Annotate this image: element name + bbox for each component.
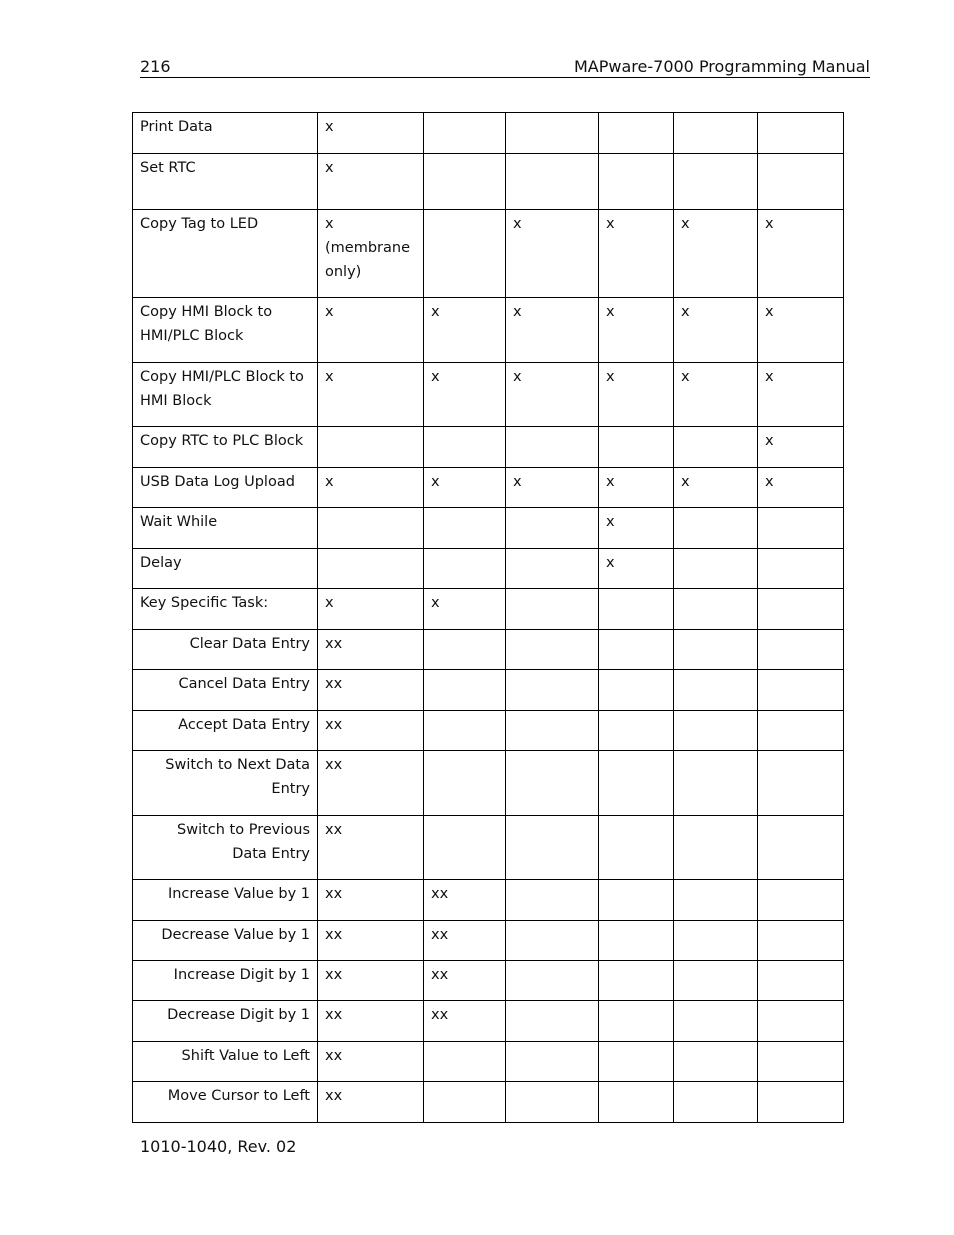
document-revision: 1010-1040, Rev. 02 (140, 1137, 297, 1156)
support-cell: xx (318, 961, 424, 1001)
support-cell: x (318, 154, 424, 210)
support-cell (674, 113, 758, 154)
support-cell (758, 549, 844, 589)
table-row (133, 427, 844, 468)
support-cell: x (318, 589, 424, 630)
support-cell (424, 1042, 506, 1082)
support-cell (674, 508, 758, 549)
support-cell (599, 816, 674, 880)
support-cell (674, 1082, 758, 1123)
page-header (140, 55, 870, 78)
row-label: Decrease Digit by 1 (133, 1001, 318, 1042)
support-cell: x (674, 210, 758, 298)
support-cell (506, 549, 599, 589)
support-cell (424, 670, 506, 711)
support-cell: x (758, 363, 844, 427)
support-cell: xx (318, 1042, 424, 1082)
row-label: Increase Value by 1 (133, 880, 318, 921)
table-body (133, 113, 844, 1123)
row-label: Delay (133, 549, 318, 589)
support-cell (599, 921, 674, 961)
support-cell (674, 921, 758, 961)
support-cell (424, 154, 506, 210)
support-cell: xx (318, 921, 424, 961)
support-cell (506, 508, 599, 549)
support-cell: x (424, 298, 506, 363)
support-cell (506, 427, 599, 468)
row-label: Switch to Next Data Entry (133, 751, 318, 816)
support-cell (599, 1001, 674, 1042)
support-cell: xx (318, 1082, 424, 1123)
support-cell (758, 961, 844, 1001)
support-cell (599, 113, 674, 154)
support-cell (424, 113, 506, 154)
support-cell: x (506, 468, 599, 508)
table-row (133, 630, 844, 670)
support-cell: x (599, 468, 674, 508)
support-cell (318, 508, 424, 549)
support-cell (758, 880, 844, 921)
support-cell: x (599, 549, 674, 589)
row-label: Decrease Value by 1 (133, 921, 318, 961)
support-cell: x (758, 468, 844, 508)
support-cell (674, 427, 758, 468)
support-cell: x (599, 210, 674, 298)
row-label: Key Specific Task: (133, 589, 318, 630)
support-cell (506, 630, 599, 670)
support-cell (758, 816, 844, 880)
row-label: Set RTC (133, 154, 318, 210)
support-cell (758, 508, 844, 549)
support-cell: xx (318, 630, 424, 670)
table-row (133, 816, 844, 880)
support-cell (674, 589, 758, 630)
support-cell (424, 816, 506, 880)
support-cell (599, 630, 674, 670)
support-cell (506, 154, 599, 210)
support-cell: x (506, 298, 599, 363)
table-row (133, 468, 844, 508)
support-cell: x (758, 298, 844, 363)
support-cell (758, 1082, 844, 1123)
support-cell (506, 751, 599, 816)
table-row (133, 1082, 844, 1123)
support-cell (674, 630, 758, 670)
support-cell (674, 816, 758, 880)
support-cell: x (membrane only) (318, 210, 424, 298)
support-cell (599, 427, 674, 468)
support-cell (599, 961, 674, 1001)
table-row (133, 751, 844, 816)
row-label: Wait While (133, 508, 318, 549)
support-cell (318, 427, 424, 468)
support-cell: xx (318, 670, 424, 711)
support-cell (599, 880, 674, 921)
support-cell (506, 113, 599, 154)
support-cell (758, 630, 844, 670)
support-cell: x (599, 298, 674, 363)
row-label: Switch to Previous Data Entry (133, 816, 318, 880)
support-cell: xx (318, 816, 424, 880)
support-cell (599, 711, 674, 751)
support-cell (506, 711, 599, 751)
support-cell (758, 751, 844, 816)
support-cell: xx (318, 711, 424, 751)
support-cell (758, 670, 844, 711)
table-row (133, 880, 844, 921)
support-cell (599, 154, 674, 210)
support-cell: x (506, 363, 599, 427)
support-cell (674, 549, 758, 589)
support-cell (758, 1001, 844, 1042)
support-cell: x (318, 363, 424, 427)
table-row (133, 670, 844, 711)
support-cell: xx (318, 1001, 424, 1042)
support-cell (674, 880, 758, 921)
support-cell (599, 670, 674, 711)
support-cell (674, 711, 758, 751)
support-cell: x (506, 210, 599, 298)
support-cell (758, 921, 844, 961)
row-label: Accept Data Entry (133, 711, 318, 751)
support-cell: x (758, 210, 844, 298)
support-cell: x (318, 298, 424, 363)
support-cell: x (424, 468, 506, 508)
manual-title: MAPware-7000 Programming Manual (574, 57, 870, 76)
support-cell: x (599, 508, 674, 549)
support-cell (506, 1001, 599, 1042)
support-cell: x (424, 589, 506, 630)
table-row (133, 210, 844, 298)
support-cell (424, 751, 506, 816)
support-cell (599, 1082, 674, 1123)
table-row (133, 589, 844, 630)
support-cell (318, 549, 424, 589)
support-cell (674, 961, 758, 1001)
support-cell (674, 154, 758, 210)
table-row (133, 154, 844, 210)
row-label: Copy HMI/PLC Block to HMI Block (133, 363, 318, 427)
row-label: Copy Tag to LED (133, 210, 318, 298)
support-cell (758, 1042, 844, 1082)
row-label: Move Cursor to Left (133, 1082, 318, 1123)
table-row (133, 113, 844, 154)
support-cell (506, 921, 599, 961)
support-cell (599, 751, 674, 816)
support-cell (424, 210, 506, 298)
support-cell: x (318, 468, 424, 508)
support-cell (506, 816, 599, 880)
support-cell (758, 589, 844, 630)
page-number: 216 (140, 57, 171, 76)
support-cell: xx (424, 921, 506, 961)
support-cell (424, 427, 506, 468)
row-label: Clear Data Entry (133, 630, 318, 670)
row-label: Copy RTC to PLC Block (133, 427, 318, 468)
row-label: USB Data Log Upload (133, 468, 318, 508)
support-cell (758, 154, 844, 210)
support-cell (599, 589, 674, 630)
support-cell (506, 880, 599, 921)
table-row (133, 961, 844, 1001)
support-cell: x (599, 363, 674, 427)
support-cell (424, 549, 506, 589)
support-cell (506, 589, 599, 630)
support-cell (424, 508, 506, 549)
support-cell: xx (424, 880, 506, 921)
support-cell (674, 1042, 758, 1082)
support-cell (506, 961, 599, 1001)
row-label: Cancel Data Entry (133, 670, 318, 711)
row-label: Increase Digit by 1 (133, 961, 318, 1001)
table-row (133, 921, 844, 961)
support-cell (424, 1082, 506, 1123)
table-row (133, 298, 844, 363)
support-cell (424, 711, 506, 751)
support-cell (758, 711, 844, 751)
support-cell (506, 1042, 599, 1082)
support-cell: xx (424, 1001, 506, 1042)
support-cell: xx (424, 961, 506, 1001)
support-cell (506, 1082, 599, 1123)
support-cell (674, 751, 758, 816)
table-row (133, 1001, 844, 1042)
support-cell (599, 1042, 674, 1082)
support-cell: xx (318, 751, 424, 816)
row-label: Print Data (133, 113, 318, 154)
support-cell: x (758, 427, 844, 468)
row-label: Copy HMI Block to HMI/PLC Block (133, 298, 318, 363)
table-row (133, 1042, 844, 1082)
row-label: Shift Value to Left (133, 1042, 318, 1082)
support-cell (674, 1001, 758, 1042)
support-cell (758, 113, 844, 154)
task-support-table (132, 112, 844, 1123)
support-cell: x (674, 298, 758, 363)
support-cell (674, 670, 758, 711)
table-row (133, 711, 844, 751)
support-cell: x (674, 468, 758, 508)
support-cell: xx (318, 880, 424, 921)
table-row (133, 508, 844, 549)
table-row (133, 363, 844, 427)
support-cell: x (674, 363, 758, 427)
support-cell (506, 670, 599, 711)
support-cell: x (318, 113, 424, 154)
support-cell (424, 630, 506, 670)
table-row (133, 549, 844, 589)
support-cell: x (424, 363, 506, 427)
